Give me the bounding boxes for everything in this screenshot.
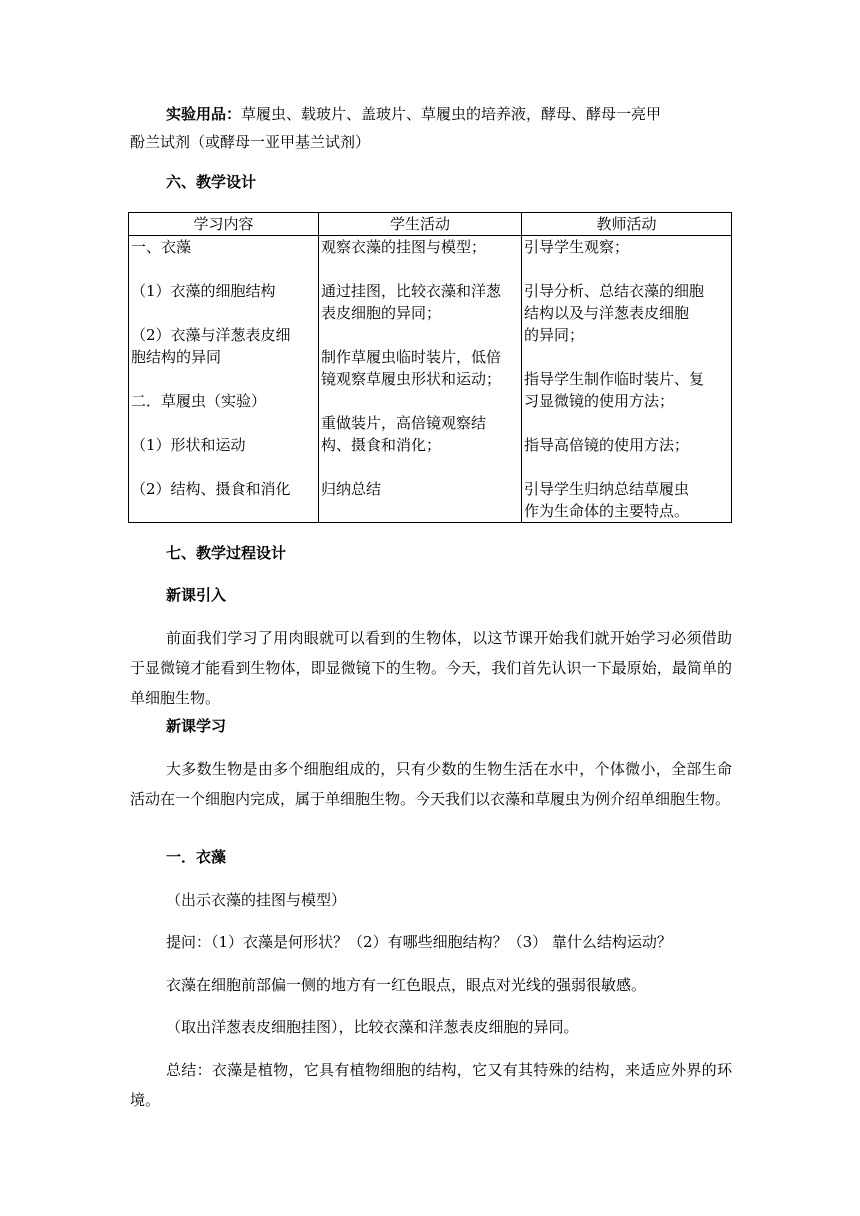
question-line: 提问：（1）衣藻是何形状？（2）有哪些细胞结构？（3） 靠什么结构运动？ <box>166 933 672 951</box>
teacher-item: 引导学生观察； <box>524 238 630 256</box>
content-item: 胞结构的异同 <box>131 348 222 366</box>
content-item: 一、衣藻 <box>131 238 192 256</box>
teacher-item: 作为生命体的主要特点。 <box>524 502 690 520</box>
table-header-row <box>129 213 732 236</box>
student-item: 观察衣藻的挂图与模型； <box>321 238 487 256</box>
student-activity-cell <box>319 236 522 523</box>
part-1-title: 一．衣藻 <box>166 848 227 866</box>
teacher-item: 指导高倍镜的使用方法； <box>524 436 690 454</box>
study-title: 新课学习 <box>166 717 227 735</box>
content-item: （1）衣藻的细胞结构 <box>131 282 276 300</box>
student-item: 通过挂图，比较衣藻和洋葱 <box>321 282 502 300</box>
materials-line-1 <box>166 104 661 124</box>
materials-text-1: 草履虫、载玻片、盖玻片、草履虫的培养液，酵母、酵母一亮甲 <box>241 105 662 123</box>
student-item: 重做装片，高倍镜观察结 <box>321 414 487 432</box>
student-item: 镜观察草履虫形状和运动； <box>321 370 502 388</box>
header-study-content: 学习内容 <box>129 213 319 236</box>
materials-label: 实验用品： <box>166 105 242 123</box>
show-diagram-line: （出示衣藻的挂图与模型） <box>166 891 347 909</box>
student-item: 制作草履虫临时装片，低倍 <box>321 348 502 366</box>
section-6-title: 六、教学设计 <box>166 173 257 191</box>
compare-line: （取出洋葱表皮细胞挂图），比较衣藻和洋葱表皮细胞的异同。 <box>166 1018 579 1036</box>
content-item: （2）结构、摄食和消化 <box>131 480 291 498</box>
content-item: （1）形状和运动 <box>131 436 246 454</box>
header-teacher-activity: 教师活动 <box>522 213 732 236</box>
content-item: （2）衣藻与洋葱表皮细 <box>131 326 291 344</box>
materials-line-2: 酚兰试剂（或酵母一亚甲基兰试剂） <box>130 133 371 151</box>
study-content-cell <box>129 236 319 523</box>
teaching-design-table <box>128 212 732 523</box>
student-item: 表皮细胞的异同； <box>321 304 442 322</box>
section-7-title: 七、教学过程设计 <box>166 544 287 562</box>
intro-paragraph: 前面我们学习了用肉眼就可以看到的生物体，以这节课开始我们就开始学习必须借助于显微镜才能看到生物体，即显微镜下的生物。今天，我们首先认识一下最原始，最简单的单细胞生物。 <box>130 629 732 707</box>
content-item: 二．草履虫（实验） <box>131 392 267 410</box>
teacher-item: 引导分析、总结衣藻的细胞 <box>524 282 705 300</box>
teacher-activity-cell <box>522 236 732 523</box>
teacher-item: 引导学生归纳总结草履虫 <box>524 480 690 498</box>
summary-paragraph: 总结：衣藻是植物，它具有植物细胞的结构，它又有其特殊的结构，来适应外界的环境。 <box>130 1061 732 1109</box>
teacher-item: 结构以及与洋葱表皮细胞 <box>524 304 690 322</box>
intro-title: 新课引入 <box>166 586 227 604</box>
eyespot-line: 衣藻在细胞前部偏一侧的地方有一红色眼点，眼点对光线的强弱很敏感。 <box>166 976 647 994</box>
teacher-item: 的异同； <box>524 326 585 344</box>
student-item: 归纳总结 <box>321 480 382 498</box>
student-item: 构、摄食和消化； <box>321 436 442 454</box>
study-paragraph: 大多数生物是由多个细胞组成的，只有少数的生物生活在水中，个体微小，全部生命活动在一个细胞内完成，属于单细胞生物。今天我们以衣藻和草履虫为例介绍单细胞生物。 <box>130 760 732 808</box>
header-student-activity: 学生活动 <box>319 213 522 236</box>
table-row <box>129 236 732 523</box>
teacher-item: 习显微镜的使用方法； <box>524 392 675 410</box>
teacher-item: 指导学生制作临时装片、复 <box>524 370 705 388</box>
